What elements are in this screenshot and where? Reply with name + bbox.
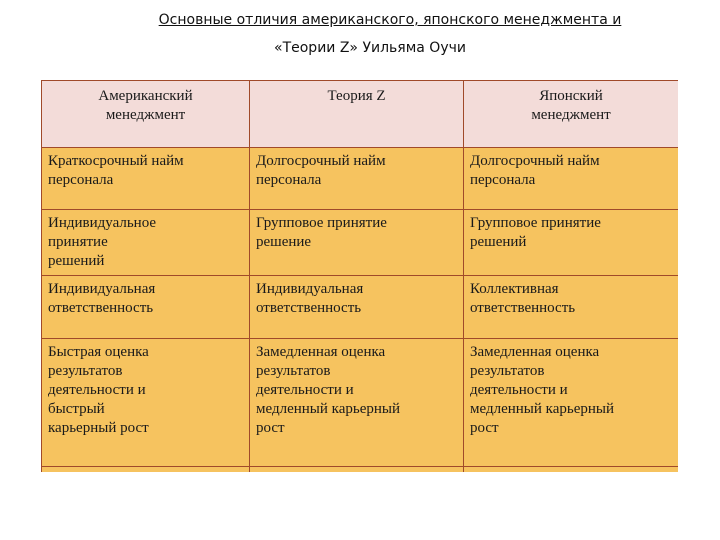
- table-cell: Коллективная ответственность: [464, 276, 679, 339]
- table-cell: Групповое принятие решение: [250, 210, 464, 276]
- table-cell: Быстрая оценка результатов деятельности и быстрый карьерный рост: [42, 339, 250, 467]
- title-line-2: «Теории Z» Уильяма Оучи: [274, 40, 466, 56]
- table-row: [42, 339, 679, 467]
- table-cell: Долгосрочный найм персонала: [250, 148, 464, 210]
- header-american: Американский менеджмент: [42, 81, 250, 148]
- table-cell: Индивидуальная ответственность: [250, 276, 464, 339]
- title-line-1: Основные отличия американского, японского менеджмента и: [158, 12, 622, 28]
- table-cell: Замедленная оценка результатов деятельности и медленный карьерный рост: [250, 339, 464, 467]
- table-cell-empty: [464, 467, 679, 473]
- table-cell-empty: [250, 467, 464, 473]
- comparison-table: [41, 80, 678, 472]
- table-cell: Индивидуальная ответственность: [42, 276, 250, 339]
- table-row: [42, 148, 679, 210]
- header-theory-z: Теория Z: [250, 81, 464, 148]
- table-cell: Долгосрочный найм персонала: [464, 148, 679, 210]
- table-row: [42, 276, 679, 339]
- table-cell: Индивидуальное принятие решений: [42, 210, 250, 276]
- header-japanese: Японский менеджмент: [464, 81, 679, 148]
- table-row-cut-off: [42, 467, 679, 473]
- table-cell: Краткосрочный найм персонала: [42, 148, 250, 210]
- table-cell: Замедленная оценка результатов деятельности и медленный карьерный рост: [464, 339, 679, 467]
- table-header-row: [42, 81, 679, 148]
- table-cell-empty: [42, 467, 250, 473]
- table-row: [42, 210, 679, 276]
- table-cell: Групповое принятие решений: [464, 210, 679, 276]
